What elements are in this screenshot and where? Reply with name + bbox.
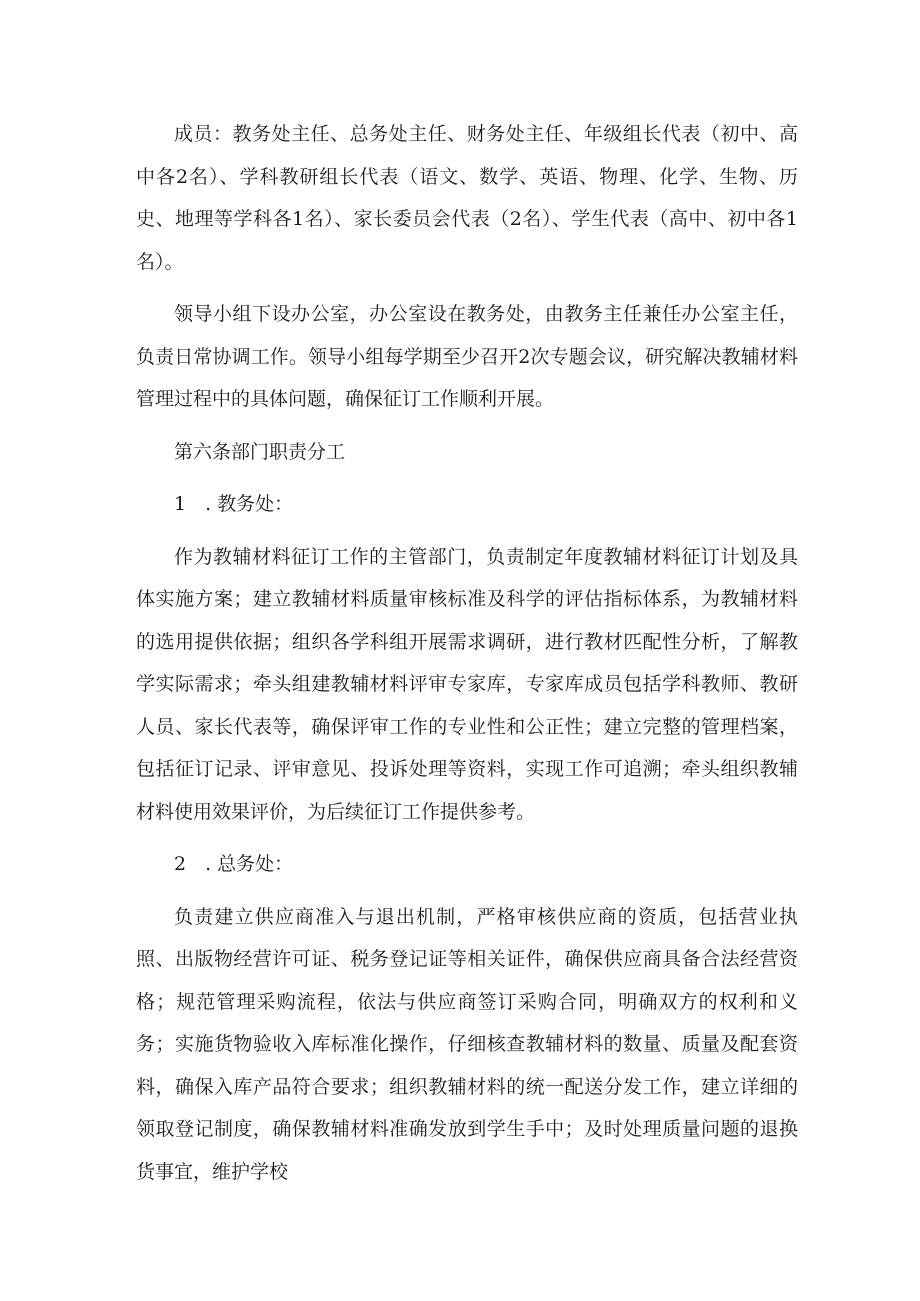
academic-affairs-paragraph: 作为教辅材料征订工作的主管部门，负责制定年度教辅材料征订计划及具体实施方案；建立教辅材料质量审核标准及科学的评估指标体系，为教辅材料的选用提供依据；组织各学科组开展需求调研，进行教材匹配性分析，了解教学实际需求；牵头组建教辅材料评审专家库，专家库成员包括学科教师、教研人员、家长代表等，确保评审工作的专业性和公正性；建立完整的管理档案，包括征订记录、评审意见、投诉处理等资料，实现工作可追溯；牵头组织教辅材料使用效果评价，为后续征订工作提供参考。 bbox=[136, 545, 798, 823]
office-paragraph: 领导小组下设办公室，办公室设在教务处，由教务主任兼任办公室主任，负责日常协调工作。领导小组每学期至少召开2次专题会议，研究解决教辅材料管理过程中的具体问题，确保征订工作顺利开展。 bbox=[136, 303, 798, 410]
document-body bbox=[136, 113, 798, 1203]
section-2-heading: 2 . 总务处： bbox=[174, 853, 294, 875]
section-1-heading: 1 . 教务处： bbox=[174, 493, 294, 515]
article-six-heading: 第六条部门职责分工 bbox=[174, 440, 346, 463]
general-affairs-paragraph: 负责建立供应商准入与退出机制，严格审核供应商的资质，包括营业执照、出版物经营许可证、税务登记证等相关证件，确保供应商具备合法经营资格；规范管理采购流程，依法与供应商签订采购合同，明确双方的权利和义务；实施货物验收入库标准化操作，仔细核查教辅材料的数量、质量及配套资料，确保入库产品符合要求；组织教辅材料的统一配送分发工作，建立详细的领取登记制度，确保教辅材料准确发放到学生手中；及时处理质量问题的退换货事宜，维护学校 bbox=[136, 905, 798, 1183]
members-paragraph: 成员：教务处主任、总务处主任、财务处主任、年级组长代表（初中、高中各2名）、学科教研组长代表（语文、数学、英语、物理、化学、生物、历史、地理等学科各1名）、家长委员会代表（2名）、学生代表（高中、初中各1名）。 bbox=[136, 123, 798, 273]
